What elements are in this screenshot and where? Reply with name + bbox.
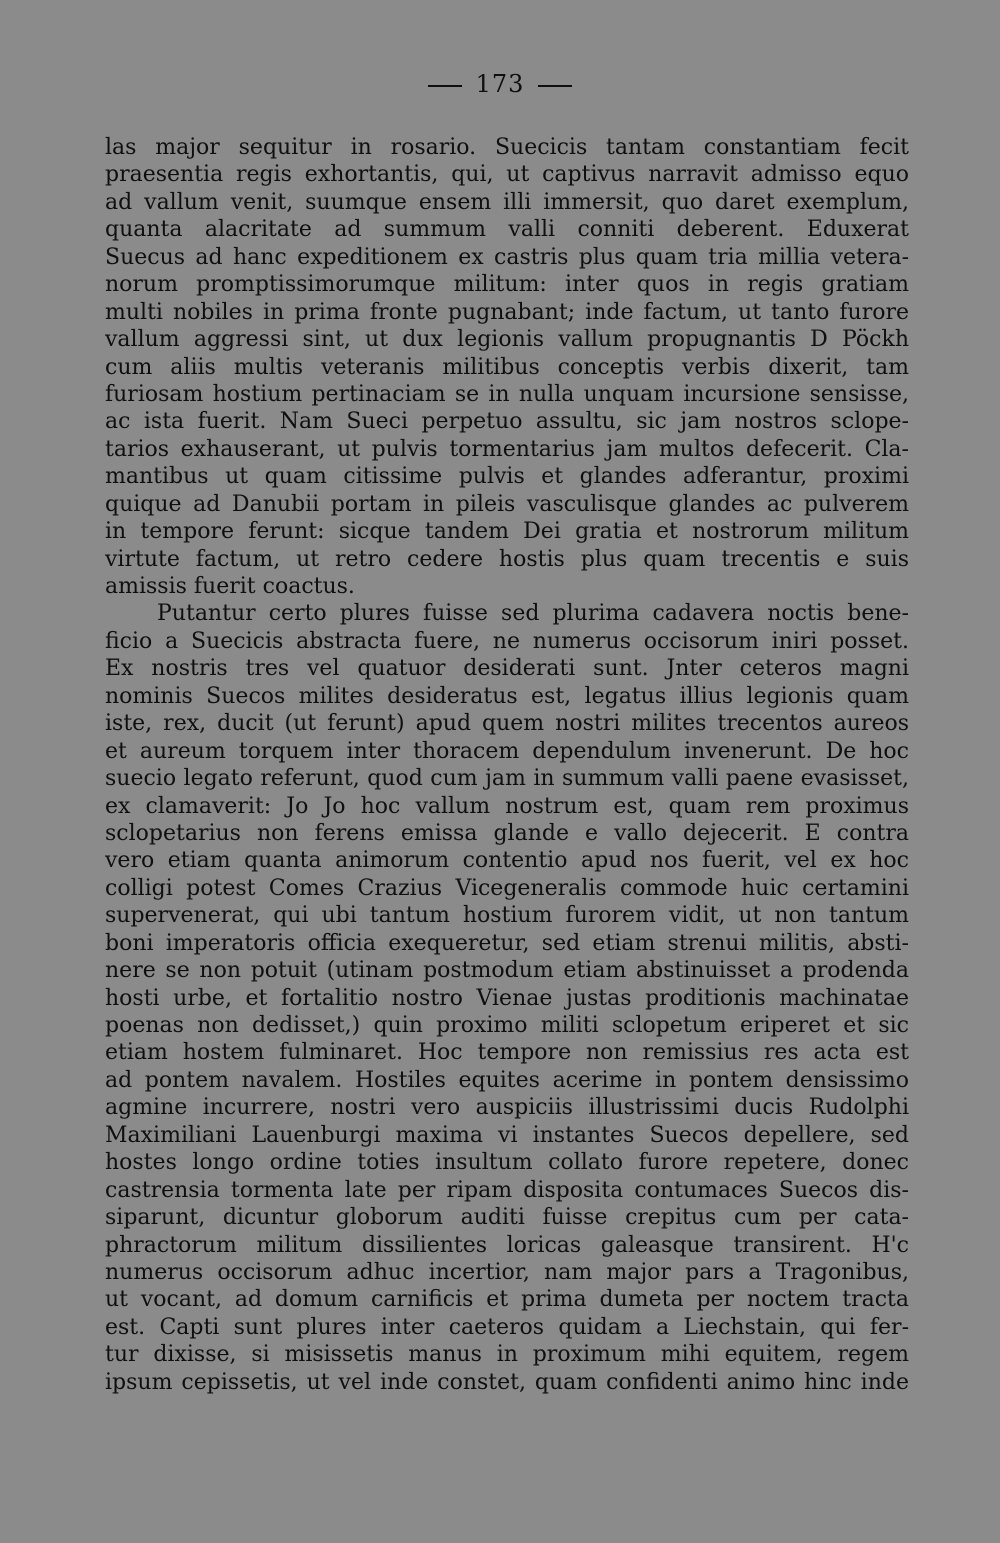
text-line: ficio a Suecicis abstracta fuere, ne numerus occisorum iniri posset. [105, 628, 909, 654]
text-line: ex clamaverit: Jo Jo hoc vallum nostrum est, quam rem proximus [105, 793, 909, 819]
paragraph-end-line: amissis fuerit coactus. [105, 574, 355, 599]
page-number: 173 [475, 70, 525, 98]
text-line: tarios exhauserant, ut pulvis tormentarius jam multos defecerit. Cla- [105, 436, 909, 462]
text-line: Ex nostris tres vel quatuor desiderati sunt. Jnter ceteros magni [105, 656, 909, 682]
text-line: colligi potest Comes Crazius Vicegeneralis commode huic certamini [105, 875, 909, 901]
text-line: est. Capti sunt plures inter caeteros quidam a Liechstain, qui fer- [105, 1314, 909, 1340]
text-line: ut vocant, ad domum carnificis et prima dumeta per noctem tracta [105, 1287, 909, 1313]
text-line: hostes longo ordine toties insultum collato furore repetere, donec [105, 1150, 909, 1176]
text-line: ad vallum venit, suumque ensem illi immersit, quo daret exemplum, [105, 189, 909, 215]
text-line: Suecus ad hanc expeditionem ex castris plus quam tria millia vetera- [105, 244, 909, 270]
header-dash-right [538, 85, 572, 87]
text-line: vero etiam quanta animorum contentio apud nos fuerit, vel ex hoc [105, 848, 909, 874]
text-line: ac ista fuerit. Nam Sueci perpetuo assultu, sic jam nostros sclope- [105, 409, 909, 435]
page-header [0, 70, 1000, 98]
text-line: etiam hostem fulminaret. Hoc tempore non remissius res acta est [105, 1040, 909, 1066]
text-line: quanta alacritate ad summum valli conniti deberent. Eduxerat [105, 217, 909, 243]
text-line: praesentia regis exhortantis, qui, ut captivus narravit admisso equo [105, 162, 909, 188]
text-line: tur dixisse, si misissetis manus in proximum mihi equitem, regem [105, 1342, 909, 1368]
text-line: castrensia tormenta late per ripam disposita contumaces Suecos dis- [105, 1177, 909, 1203]
text-line: furiosam hostium pertinaciam se in nulla unquam incursione sensisse, [105, 381, 909, 407]
text-line: hosti urbe, et fortalitio nostro Vienae justas proditionis machinatae [105, 985, 909, 1011]
text-line: nominis Suecos milites desideratus est, legatus illius legionis quam [105, 683, 909, 709]
body-text [105, 134, 909, 1396]
text-line: phractorum militum dissilientes loricas galeasque transirent. H'c [105, 1232, 909, 1258]
text-line: in tempore ferunt: sicque tandem Dei gratia et nostrorum militum [105, 519, 909, 545]
text-line: numerus occisorum adhuc incertior, nam major pars a Tragonibus, [105, 1259, 909, 1285]
text-line: siparunt, dicuntur globorum auditi fuisse crepitus cum per cata- [105, 1205, 909, 1231]
text-line: norum promptissimorumque militum: inter quos in regis gratiam [105, 272, 909, 298]
text-line: iste, rex, ducit (ut ferunt) apud quem nostri milites trecentos aureos [105, 711, 909, 737]
text-line: nere se non potuit (utinam postmodum etiam abstinuisset a prodenda [105, 958, 909, 984]
text-line: suecio legato referunt, quod cum jam in summum valli paene evasisset, [105, 766, 909, 792]
text-line: ad pontem navalem. Hostiles equites acerime in pontem densissimo [105, 1067, 909, 1093]
text-line: sclopetarius non ferens emissa glande e vallo dejecerit. E contra [105, 820, 909, 846]
text-line: vallum aggressi sint, ut dux legionis vallum propugnantis D Pöckh [105, 327, 909, 353]
text-line: supervenerat, qui ubi tantum hostium furorem vidit, ut non tantum [105, 903, 909, 929]
text-line: poenas non dedisset,) quin proximo militi sclopetum eriperet et sic [105, 1013, 909, 1038]
paragraph-start-line: Putantur certo plures fuisse sed plurima cadavera noctis bene- [157, 601, 909, 627]
text-line: las major sequitur in rosario. Suecicis tantam constantiam fecit [105, 135, 909, 160]
text-line: virtute factum, ut retro cedere hostis plus quam trecentis e suis [105, 546, 909, 572]
text-line: mantibus ut quam citissime pulvis et glandes adferantur, proximi [105, 464, 909, 490]
text-line: boni imperatoris officia exequeretur, sed etiam strenui militis, absti- [105, 930, 909, 956]
text-line: quique ad Danubii portam in pileis vasculisque glandes ac pulverem [105, 491, 909, 517]
text-line: et aureum torquem inter thoracem dependulum invenerunt. De hoc [105, 738, 909, 764]
text-line: multi nobiles in prima fronte pugnabant; inde factum, ut tanto furore [105, 299, 909, 325]
text-line: cum aliis multis veteranis militibus conceptis verbis dixerit, tam [105, 354, 909, 380]
text-line: ipsum cepissetis, ut vel inde constet, quam confidenti animo hinc inde [105, 1369, 909, 1395]
header-dash-left [428, 85, 462, 87]
text-line: agmine incurrere, nostri vero auspiciis illustrissimi ducis Rudolphi [105, 1095, 909, 1121]
text-line: Maximiliani Lauenburgi maxima vi instantes Suecos depellere, sed [105, 1122, 909, 1148]
